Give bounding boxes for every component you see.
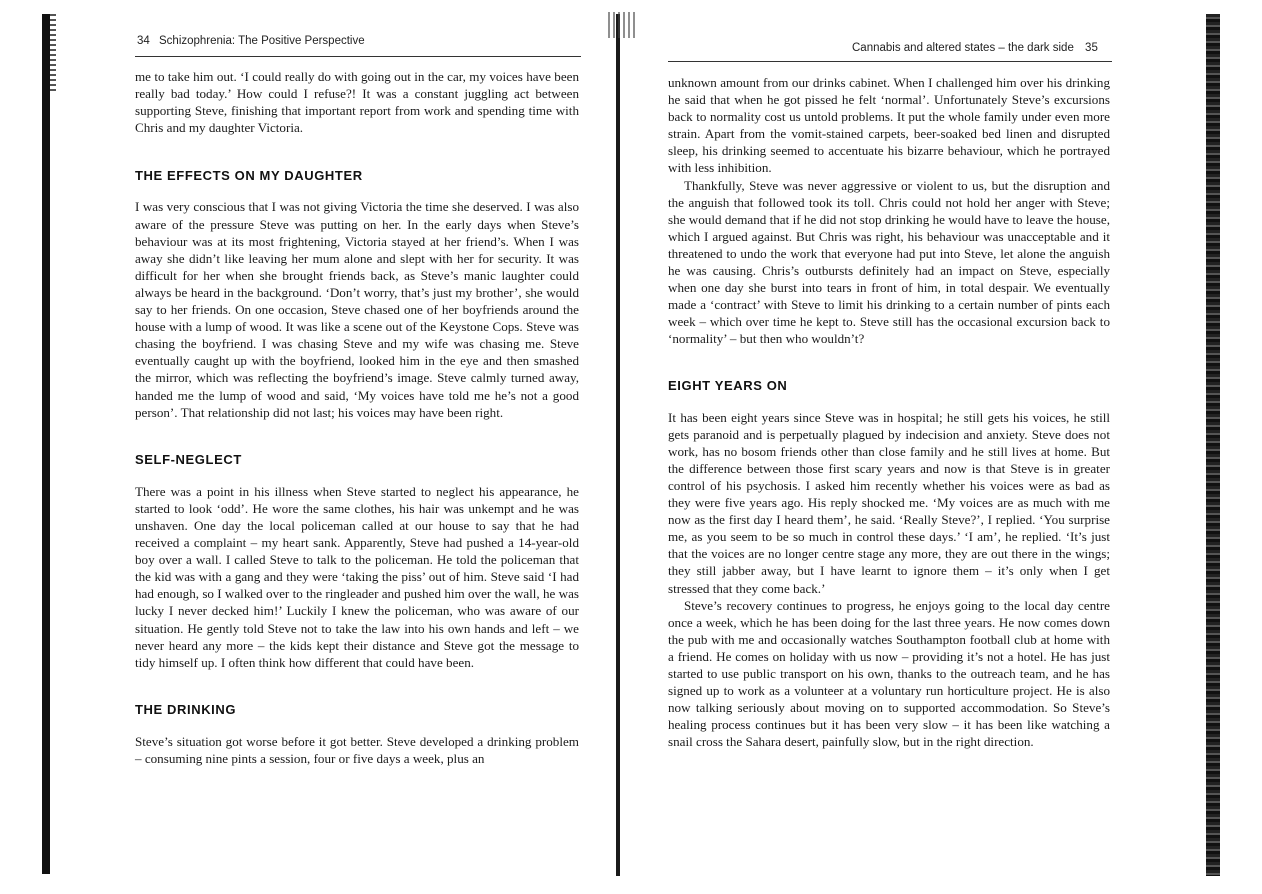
paragraph-eight-years: It has been eight years since Steve was in hospital; he still gets his voices, he still gets paranoid and is perpetually plagued by indecision and anxiety. Steve does not work, has no bosom friends other than close family and he still lives at home. But the difference between those first scary years and now is that Steve is in greater control of his psychosis. I asked him recently whether his voices were as bad as they were five years ago. His reply shocked me. ‘My voices are as much with me now as the first day I heard them’, he said. ‘Really Steve?’, I replied. ‘You surprise me, as you seem to be so much in control these days.’ ‘I am’, he replied. ‘It’s just that the voices are no longer centre stage any more, they are out there in the wings; they still jabber away, but I have learnt to ignore them – it’s only when I get stressed that they come back.’ — [668, 409, 1110, 596]
right-header-rule — [668, 61, 1112, 62]
section-heading-self-neglect: SELF-NEGLECT — [135, 451, 242, 467]
paragraph-effects-on-daughter: I was very conscious that I was not giving Victoria the time she deserved. I was also aware of the pressure Steve was putting on her. In the early days when Steve’s behaviour was at its most frightening, Victoria stayed at her friend’s. When I was away she didn’t like leaving her mum alone and slept with her for security. It was difficult for her when she brought friends back, as Steve’s manic laughter could always be heard in the background. ‘Don’t worry, that’s just my brother’, she would say to her friends. On one occasion, Steve chased one of her boyfriends around the house with a lump of wood. It was like a scene out of the Keystone Cops. Steve was chasing the boyfriend. I was chasing Steve and my wife was chasing me. Steve eventually caught up with the boyfriend, looked him in the eye and then smashed the mirror, which was reflecting the boyfriend’s image. Steve calmly turned away, handed me the lump of wood and said, ‘My voices have told me he’s not a good person’. That relationship did not last; his voices may have been right. — [135, 199, 579, 420]
paragraph-disruption: Thankfully, Steve was never aggressive or violent to us, but the disruption and the anguish that followed took its toll. Chris could not hold her anger with Steve; she would demand that if he did not stop drinking he would have to leave the house, which I argued against. But Chris was right, his behaviour was unacceptable and it threatened to undo the work that everyone had put into Steve, let alone the anguish he was causing. Chris’s outbursts definitely had an impact on Steve, especially when one day she burst into tears in front of him, in total despair. We eventually made a ‘contract’ with Steve to limit his drinking to a certain number of pints each week – which over time he kept to. Steve still has the occasional excursion back to ‘normality’ – but then who wouldn’t? — [668, 177, 1110, 347]
left-running-head — [137, 35, 365, 47]
left-header-rule — [135, 56, 581, 57]
right-running-head — [852, 42, 1098, 54]
section-heading-effects-on-daughter: THE EFFECTS ON MY DAUGHTER — [135, 168, 363, 184]
section-heading-eight-years-on: EIGHT YEARS ON — [668, 377, 788, 393]
paragraph-drinking: Steve’s situation got worse before it got better. Steve developed a drinking problem – consuming nine pints a session, four or five days a week, plus an — [135, 733, 579, 766]
section-heading-drinking: THE DRINKING — [135, 701, 237, 717]
paragraph-drinks-cabinet: unknown amount from our drinks cabinet. When I challenged him over his drinking he said that when he got pissed he felt ‘normal’. Unfortunately Steve’s excursions back to normality cost us untold problems. It put the whole family under even more strain. Apart from the vomit-stained carpets, beer-soaked bed linen and disrupted sleep, his drinking seemed to accentuate his bizarre behaviour, which he portrayed with less inhibition. — [668, 75, 1110, 176]
left-page-number: 34 — [137, 35, 150, 47]
intro-paragraph: me to take him out. ‘I could really do with going out in the car, my voices have been really bad today.’ How could I refuse?! It was a constant juggling act between supporting Steve, finishing that important report from work and spending time with Chris and my daughter Victoria. — [135, 69, 579, 136]
right-running-title: Cannabis and altered states – the dark side — [852, 42, 1074, 54]
paragraph-self-neglect: There was a point in his illness when Steve started to neglect his appearance, he started to look ‘odd’. He wore the same clothes, his hair was unkempt and he was unshaven. One day the local policeman called at our house to say that he had received a complaint – my heart sank. Apparently, Steve had pushed a 14-year-old boy over a wall. I called Steve to talk to the policeman. He told the policeman that the kid was with a gang and they were ‘taking the piss’ out of him. Steve said ‘I had had enough, so I walked over to the ringleader and pushed him over the wall, he was lucky I never decked him!’ Luckily I knew the policeman, who was aware of our situation. He gently told Steve not to take the law into his own hands and left – we never heard any more – the kids kept their distance and Steve got the message to tidy himself up. I often think how different that could have been. — [135, 483, 579, 670]
paragraph-recovery: Steve’s recovery continues to progress, he enjoys going to the local day centre once a week, which he has been doing for the last three years. He now comes down the pub with me and occasionally watches Southampton football club at home with a friend. He comes on holiday with us now – providing it’s not a hotel. He has just started to use public transport on his own, thanks to the outreach team, and he has signed up to work as a volunteer at a voluntary run horticulture project. He is also now talking seriously about moving on to supported accommodation. So Steve’s healing process continues but it has been very slow – it has been like watching a snail cross the Sahara desert, painfully slow, but in the right direction. — [668, 597, 1110, 750]
left-running-title: Schizophrenia: The Positive Perspective — [159, 35, 365, 47]
right-text-column — [668, 74, 1110, 750]
left-text-column — [135, 68, 579, 767]
right-page-number: 35 — [1085, 42, 1098, 54]
